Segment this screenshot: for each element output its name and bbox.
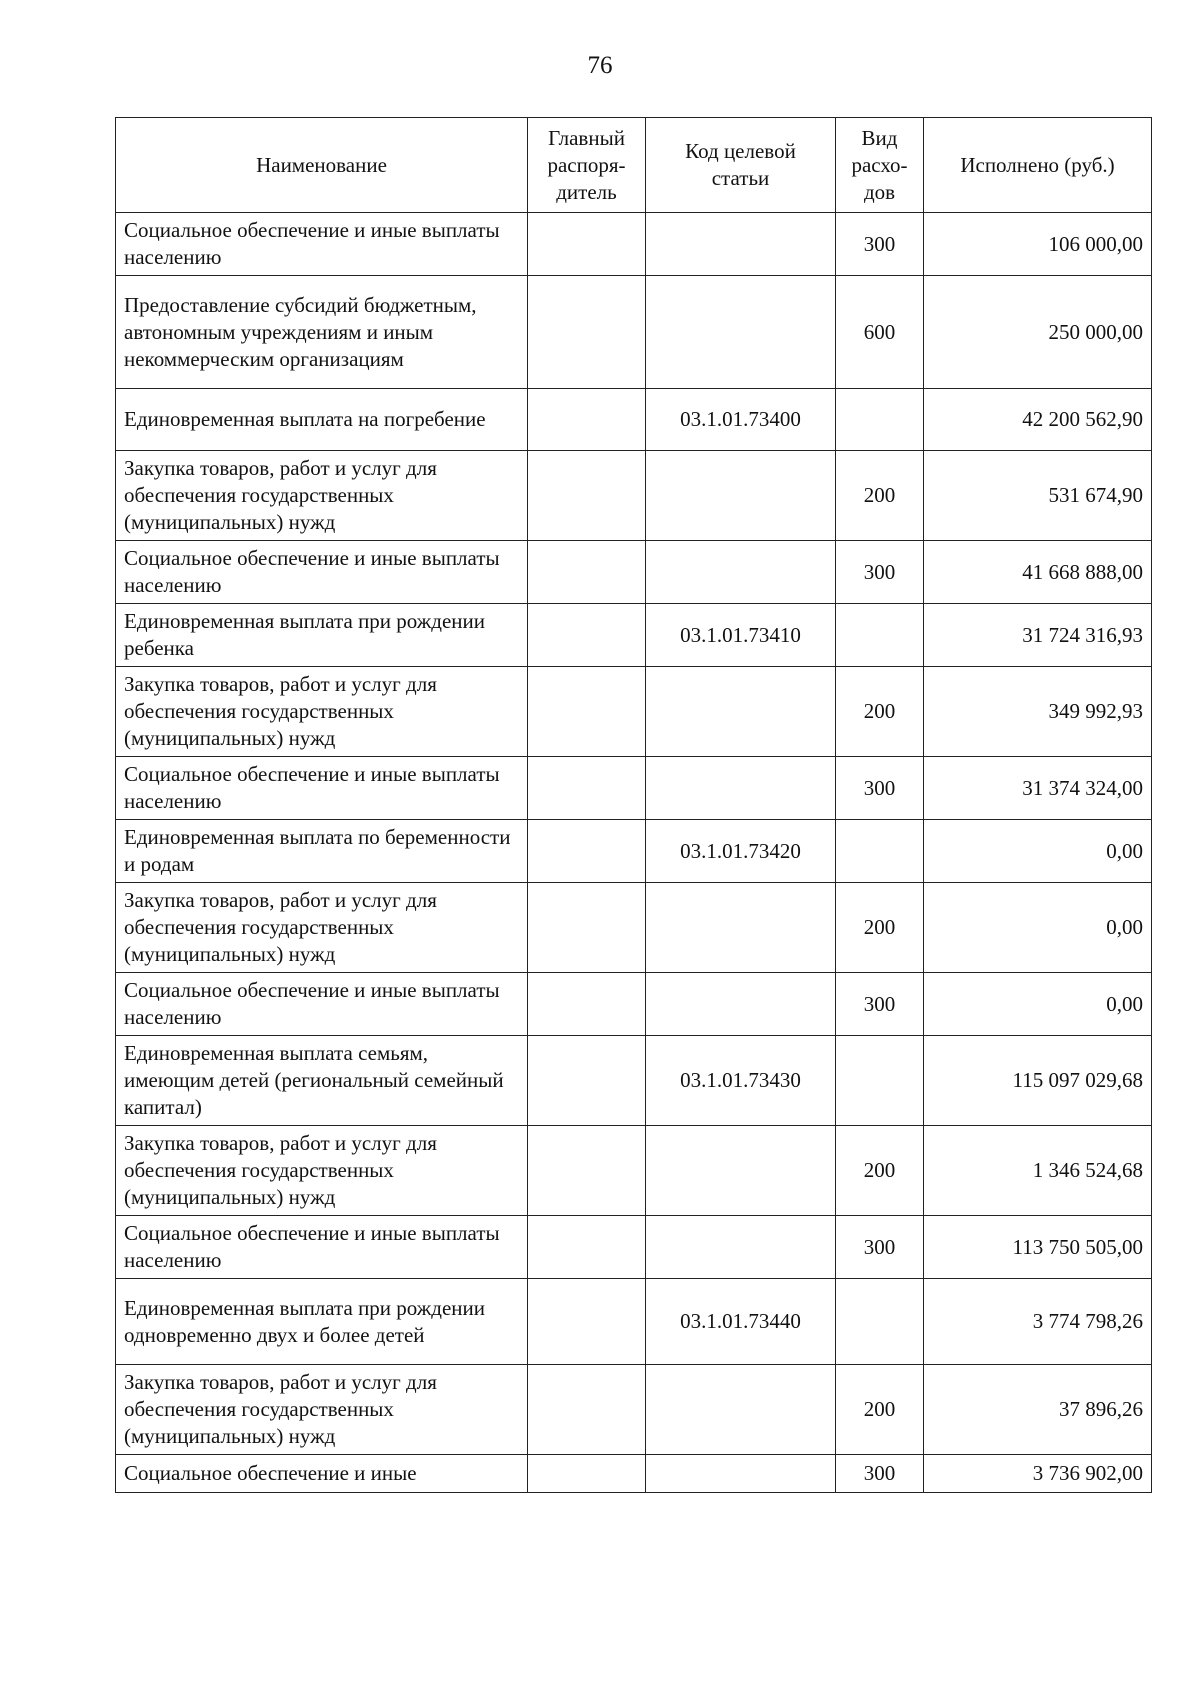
row-name: Социальное обеспечение и иные выплаты населению: [116, 757, 528, 820]
row-amount: 531 674,90: [924, 451, 1152, 541]
row-amount: 113 750 505,00: [924, 1216, 1152, 1279]
row-code: [646, 1216, 836, 1279]
row-name: Закупка товаров, работ и услуг для обеспечения государственных (муниципальных) нужд: [116, 1365, 528, 1455]
row-holder: [528, 1279, 646, 1365]
table-row: [116, 389, 1152, 451]
row-kind: [836, 389, 924, 451]
row-kind: 600: [836, 276, 924, 389]
row-holder: [528, 973, 646, 1036]
row-kind: 300: [836, 1455, 924, 1493]
row-amount: 106 000,00: [924, 213, 1152, 276]
row-kind: 200: [836, 451, 924, 541]
row-name: Единовременная выплата при рождении ребенка: [116, 604, 528, 667]
row-holder: [528, 1216, 646, 1279]
row-holder: [528, 820, 646, 883]
row-holder: [528, 276, 646, 389]
row-kind: 200: [836, 1365, 924, 1455]
row-kind: 300: [836, 757, 924, 820]
page-number: 76: [587, 52, 613, 79]
row-name: Социальное обеспечение и иные выплаты населению: [116, 973, 528, 1036]
row-name: Закупка товаров, работ и услуг для обеспечения государственных (муниципальных) нужд: [116, 667, 528, 757]
header-row: [116, 118, 1152, 213]
row-code: [646, 757, 836, 820]
table-body: [116, 213, 1152, 1493]
row-holder: [528, 1365, 646, 1455]
budget-table: [115, 117, 1152, 1493]
row-name: Социальное обеспечение и иные выплаты населению: [116, 1216, 528, 1279]
header-kind: Вид расхо-дов: [836, 118, 924, 213]
row-code: [646, 667, 836, 757]
row-kind: [836, 1036, 924, 1126]
table-row: [116, 213, 1152, 276]
table-row: [116, 667, 1152, 757]
table-row: [116, 1279, 1152, 1365]
row-code: [646, 1455, 836, 1493]
row-code: [646, 1126, 836, 1216]
table-header: [116, 118, 1152, 213]
row-code: [646, 1365, 836, 1455]
table-row: [116, 1455, 1152, 1493]
row-holder: [528, 604, 646, 667]
row-amount: 31 374 324,00: [924, 757, 1152, 820]
row-amount: 31 724 316,93: [924, 604, 1152, 667]
row-holder: [528, 667, 646, 757]
table-row: [116, 604, 1152, 667]
row-name: Единовременная выплата семьям, имеющим детей (региональный семейный капитал): [116, 1036, 528, 1126]
row-amount: 0,00: [924, 883, 1152, 973]
row-name: Единовременная выплата на погребение: [116, 389, 528, 451]
table-row: [116, 1365, 1152, 1455]
row-holder: [528, 1126, 646, 1216]
row-amount: 0,00: [924, 820, 1152, 883]
row-amount: 1 346 524,68: [924, 1126, 1152, 1216]
row-code: 03.1.01.73410: [646, 604, 836, 667]
row-holder: [528, 451, 646, 541]
row-name: Социальное обеспечение и иные: [116, 1455, 528, 1493]
row-amount: 37 896,26: [924, 1365, 1152, 1455]
row-amount: 250 000,00: [924, 276, 1152, 389]
table-row: [116, 1216, 1152, 1279]
row-code: [646, 541, 836, 604]
row-code: [646, 451, 836, 541]
row-amount: 0,00: [924, 973, 1152, 1036]
row-name: Закупка товаров, работ и услуг для обеспечения государственных (муниципальных) нужд: [116, 883, 528, 973]
row-name: Закупка товаров, работ и услуг для обеспечения государственных (муниципальных) нужд: [116, 1126, 528, 1216]
row-code: 03.1.01.73420: [646, 820, 836, 883]
row-name: Социальное обеспечение и иные выплаты населению: [116, 213, 528, 276]
table-row: [116, 451, 1152, 541]
row-kind: 200: [836, 883, 924, 973]
row-holder: [528, 541, 646, 604]
row-name: Единовременная выплата по беременности и родам: [116, 820, 528, 883]
row-kind: [836, 604, 924, 667]
row-kind: 200: [836, 1126, 924, 1216]
row-kind: 300: [836, 541, 924, 604]
row-holder: [528, 389, 646, 451]
row-amount: 41 668 888,00: [924, 541, 1152, 604]
header-code: Код целевой статьи: [646, 118, 836, 213]
row-code: [646, 213, 836, 276]
row-kind: [836, 820, 924, 883]
table-row: [116, 1126, 1152, 1216]
row-holder: [528, 213, 646, 276]
table-row: [116, 276, 1152, 389]
table-row: [116, 820, 1152, 883]
table-row: [116, 883, 1152, 973]
table-row: [116, 541, 1152, 604]
row-amount: 42 200 562,90: [924, 389, 1152, 451]
row-kind: [836, 1279, 924, 1365]
row-kind: 300: [836, 213, 924, 276]
row-kind: 300: [836, 1216, 924, 1279]
row-holder: [528, 1455, 646, 1493]
row-kind: 300: [836, 973, 924, 1036]
row-amount: 3 736 902,00: [924, 1455, 1152, 1493]
header-holder: Главный распоря-дитель: [528, 118, 646, 213]
table-row: [116, 757, 1152, 820]
row-code: [646, 276, 836, 389]
row-name: Предоставление субсидий бюджетным, автономным учреждениям и иным некоммерческим организациям: [116, 276, 528, 389]
row-name: Единовременная выплата при рождении одновременно двух и более детей: [116, 1279, 528, 1365]
row-code: [646, 883, 836, 973]
row-holder: [528, 1036, 646, 1126]
row-code: 03.1.01.73440: [646, 1279, 836, 1365]
header-name: Наименование: [116, 118, 528, 213]
row-amount: 3 774 798,26: [924, 1279, 1152, 1365]
row-code: 03.1.01.73400: [646, 389, 836, 451]
row-code: [646, 973, 836, 1036]
row-holder: [528, 757, 646, 820]
row-amount: 349 992,93: [924, 667, 1152, 757]
row-amount: 115 097 029,68: [924, 1036, 1152, 1126]
row-code: 03.1.01.73430: [646, 1036, 836, 1126]
header-amount: Исполнено (руб.): [924, 118, 1152, 213]
row-holder: [528, 883, 646, 973]
row-kind: 200: [836, 667, 924, 757]
table-row: [116, 973, 1152, 1036]
table-row: [116, 1036, 1152, 1126]
row-name: Социальное обеспечение и иные выплаты населению: [116, 541, 528, 604]
row-name: Закупка товаров, работ и услуг для обеспечения государственных (муниципальных) нужд: [116, 451, 528, 541]
